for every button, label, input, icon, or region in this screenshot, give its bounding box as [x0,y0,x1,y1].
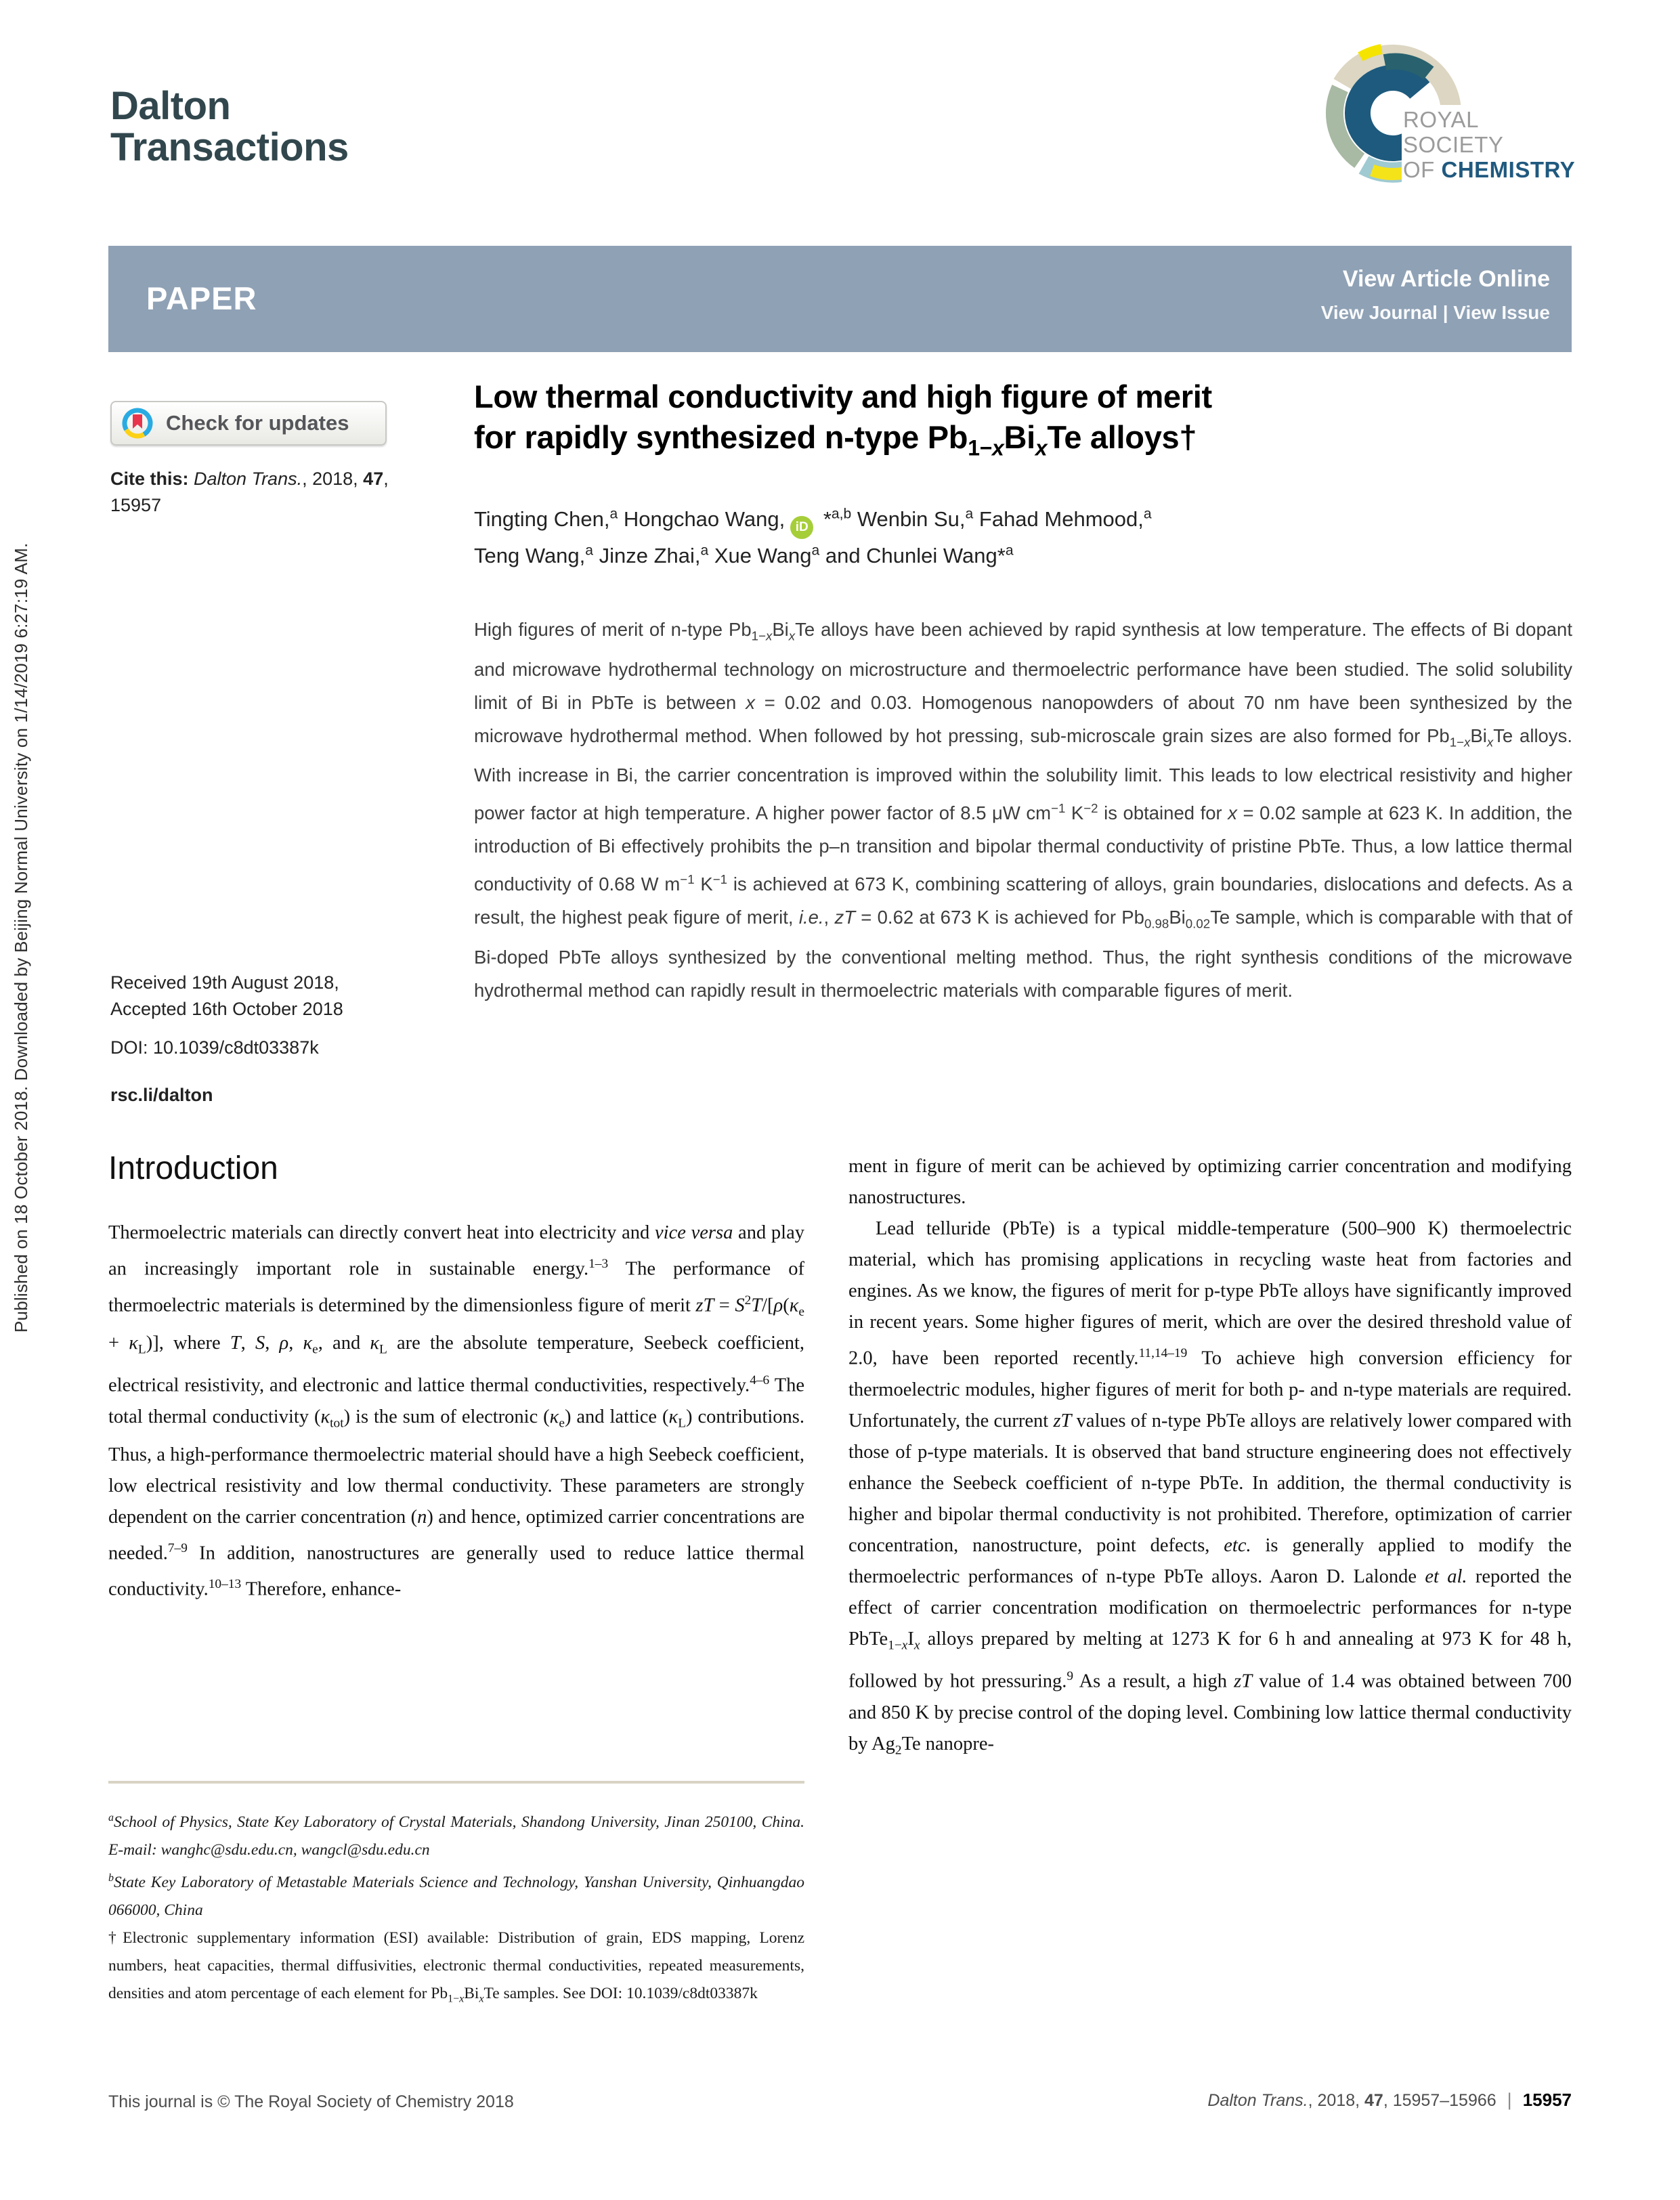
authors-part2: *$^{a,b}$ Wenbin Su,$^a$ Fahad Mehmood,$^a$ [817,506,1152,531]
abstract: High figures of merit of n-type $Pb_{1-x}Bi_xTe$ alloys have been achieved by rapid synthesis at low temperature. The effects of Bi dopant and microwave hydrothermal technology on microstructure and thermoelectric performance have been studied. The solid solubility limit of Bi in PbTe is between x = 0.02 and 0.03. Homogenous nanopowders of about 70 nm have been synthesized by the microwave hydrothermal method. When followed by hot pressing, sub-microscale grain sizes are also formed for $Pb_{1-x}Bi_xTe$ alloys. With increase in Bi, the carrier concentration is improved within the solubility limit. This leads to low electrical resistivity and higher power factor at high temperature. A higher power factor of 8.5 μW $cm^{-1}$ $K^{-2}$ is obtained for x = 0.02 sample at 623 K. In addition, the introduction of Bi effectively prohibits the p–n transition and bipolar thermal conductivity of pristine PbTe. Thus, a low lattice thermal conductivity of 0.68 W $m^{-1}$ $K^{-1}$ is achieved at 673 K, combining scattering of alloys, grain boundaries, dislocations and defects. As a result, the highest peak figure of merit, i.e., zT = 0.62 at 673 K is achieved for $Pb_{0.98}Bi_{0.02}Te$ sample, which is comparable with that of Bi-doped PbTe alloys synthesized by the conventional melting method. Thus, the right synthesis conditions of the microwave hydrothermal method can rapidly result in thermoelectric materials with comparable figures of merit. [474,619,1573,1001]
article-title: Low thermal conductivity and high figure of merit for rapidly synthesized n-type $Pb_{1-x}Bi_xTe$ alloys† [474,379,1212,460]
authors-part1: Tingting Chen,$^a$ Hongchao Wang, [474,506,785,531]
citation-info: Cite this: Dalton Trans., 2018, 47, 15957 [110,469,389,516]
journal-link[interactable]: rsc.li/dalton [110,1085,213,1105]
section-heading-introduction: Introduction [108,1150,278,1186]
banner-links [1321,266,1550,324]
doi: DOI: 10.1039/c8dt03387k [110,1037,319,1058]
footer-citation [1207,2090,1572,2111]
received-accepted-dates: Received 19th August 2018, Accepted 16th October 2018 [110,972,343,1020]
rsc-logo-text [1402,105,1585,186]
footer-divider: | [1507,2090,1512,2110]
affiliation-a: $^a$School of Physics, State Key Laboratory of Crystal Materials, Shandong University, Jinan 250100, China. E-mail: wanghc@sdu.edu.cn, wangcl@sdu.edu.cn [108,1812,804,1859]
article-type-label: PAPER [146,280,257,316]
orcid-icon[interactable]: iD [790,516,813,539]
affiliation-b: $^b$State Key Laboratory of Metastable Materials Science and Technology, Yanshan University, Qinhuangdao 066000, China [108,1872,804,1919]
view-article-online-link[interactable]: View Article Online [1342,266,1550,292]
paper-banner [108,246,1572,352]
author-list [474,502,1574,574]
body-paragraph-1: ment in figure of merit can be achieved by optimizing carrier concentration and modifying nanostructures. [848,1156,1572,1208]
view-journal-issue-links[interactable]: View Journal | View Issue [1320,302,1550,323]
esi-note: † Electronic supplementary information (ESI) available: Distribution of grain, EDS mapping, Lorenz numbers, heat capacities, thermal diffusivities, electronic thermal conductivities, repeated measurements, densities and atom percentage of each element for $Pb_{1-x}Bi_xTe$ samples. See DOI: 10.1039/c8dt03387k [108,1928,804,2005]
body-column-left: Thermoelectric materials can directly convert heat into electricity and vice versa and play an increasingly important role in sustainable energy.$^{1-3}$ The performance of thermoelectric materials is determined by the dimensionless figure of merit zT = $S^2T/[\rho(\kappa_e + \kappa_L)]$, where T, S, ρ, $\kappa_e$, and $\kappa_L$ are the absolute temperature, Seebeck coefficient, electrical resistivity, and electronic and lattice thermal conductivities, respectively.$^{4-6}$ The total thermal conductivity $(\kappa_{tot})$ is the sum of electronic $(\kappa_e)$ and lattice $(\kappa_L)$ contributions. Thus, a high-performance thermoelectric material should have a high Seebeck coefficient, low electrical resistivity and low thermal conductivity. These parameters are strongly dependent on the carrier concentration (n) and hence, optimized carrier concentrations are needed.$^{7-9}$ In addition, nanostructures are generally used to reduce lattice thermal conductivity.$^{10-13}$ Therefore, enhance- [108,1222,805,1600]
crossmark-icon [121,407,154,439]
journal-title: Dalton Transactions [110,84,349,170]
check-for-updates-button[interactable] [110,401,387,446]
download-watermark: Published on 18 October 2018. Downloaded by Beijing Normal University on 1/14/2019 6:27:19 AM. [11,542,31,1333]
footer-page-number: 15957 [1522,2090,1572,2110]
body-paragraph-2: Lead telluride (PbTe) is a typical middle-temperature (500–900 K) thermoelectric material, which has promising applications in recycling waste heat from factories and engines. As we know, the figures of merit for p-type PbTe alloys have significantly improved in recent years. Some higher figures of merit, which are over the desired threshold value of 2.0, have been reported recently.$^{11,14-19}$ To achieve high conversion efficiency for thermoelectric modules, higher figures of merit for both p- and n-type materials are required. Unfortunately, the current zT values of n-type PbTe alloys are relatively lower compared with those of p-type materials. It is observed that band structure engineering does not effectively enhance the Seebeck coefficient of n-type PbTe. In addition, the thermal conductivity is higher and bipolar thermal conductivity is not prohibited. Therefore, optimization of carrier concentration, nanostructure, point defects, etc. is generally applied to modify the thermoelectric performances of n-type PbTe alloys. Aaron D. Lalonde et al. reported the effect of carrier concentration modification on thermoelectric performances for n-type $PbTe_{1-x}I_x$ alloys prepared by melting at 1273 K for 6 h and annealing at 973 K for 48 h, followed by hot pressuring.$^9$ As a result, a high zT value of 1.4 was obtained between 700 and 850 K by precise control of the doping level. Combining low lattice thermal conductivity by $Ag_2Te$ nanopre- [848,1218,1572,1758]
body-column-right [848,1151,1572,1786]
rsc-logo-line1: ROYAL SOCIETY [1403,107,1504,157]
footer-copyright: This journal is © The Royal Society of Chemistry 2018 [108,2092,514,2111]
footer-citation-text: Dalton Trans., 2018, 47, 15957–15966 [1207,2091,1496,2110]
rsc-logo-line2: OF CHEMISTRY [1403,156,1576,182]
footnotes [108,1804,804,2012]
footnote-rule [108,1781,804,1784]
check-for-updates-label: Check for updates [166,411,349,435]
authors-line2: Teng Wang,$^a$ Jinze Zhai,$^a$ Xue Wang$^a$ and Chunlei Wang*$^a$ [474,543,1014,568]
rsc-logo [1320,41,1585,203]
